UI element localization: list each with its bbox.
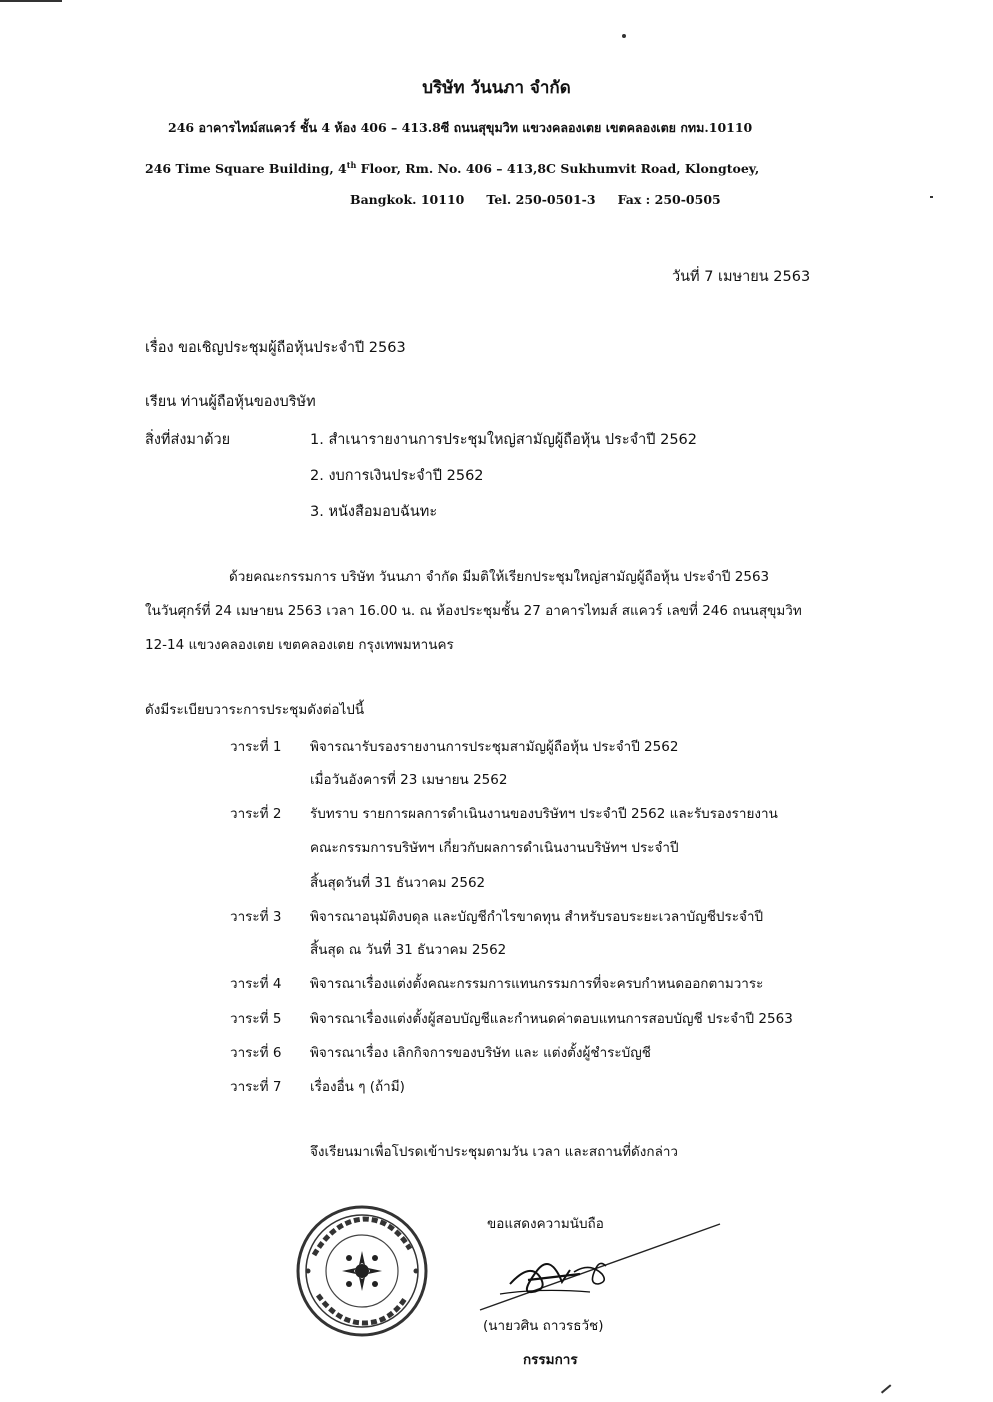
paragraph-line: ด้วยคณะกรรมการ บริษัท วันนภา จำกัด มีมติให้เรียกประชุมใหญ่สามัญผู้ถือหุ้น ประจำปี 2563 [229, 569, 770, 585]
scan-artifact [930, 196, 933, 198]
enclosures-label: สิ่งที่ส่งมาด้วย [145, 432, 231, 448]
paragraph-line: ในวันศุกร์ที่ 24 เมษายน 2563 เวลา 16.00 น. ณ ห้องประชุมชั้น 27 อาคารไทมส์ สแควร์ เลขที่ 246 ถนนสุขุมวิท [145, 603, 802, 619]
signer-name: (นายวศิน ถาวรธวัช) [483, 1318, 604, 1334]
meeting-notice-paragraph [145, 560, 860, 662]
agenda-text: สิ้นสุดวันที่ 31 ธันวาคม 2562 [310, 875, 486, 891]
agenda-text: พิจารณาเรื่องแต่งตั้งผู้สอบบัญชีและกำหนดค่าตอบแทนการสอบบัญชี ประจำปี 2563 [310, 1011, 793, 1027]
agenda-number: วาระที่ 5 [230, 1011, 282, 1027]
enclosure-item: 1. สำเนารายงานการประชุมใหญ่สามัญผู้ถือหุ้น ประจำปี 2562 [310, 432, 697, 448]
address-fax: Fax : 250-0505 [617, 192, 721, 207]
agenda-number: วาระที่ 6 [230, 1045, 282, 1061]
agenda-number: วาระที่ 3 [230, 909, 282, 925]
address-city: Bangkok. 10110 [350, 192, 465, 207]
agenda-number: วาระที่ 2 [230, 806, 282, 822]
address-english-line1: 246 Time Square Building, 4th Floor, Rm. No. 406 – 413,8C Sukhumvit Road, Klongtoey, [145, 160, 760, 177]
agenda-text: พิจารณาอนุมัติงบดุล และบัญชีกำไรขาดทุน สำหรับรอบระยะเวลาบัญชีประจำปี [310, 909, 764, 925]
agenda-number: วาระที่ 7 [230, 1079, 282, 1095]
paragraph-line: 12-14 แขวงคลองเตย เขตคลองเตย กรุงเทพมหานคร [145, 637, 454, 653]
address-tel: Tel. 250-0501-3 [486, 192, 596, 207]
scan-artifact [881, 1384, 891, 1393]
signer-title: กรรมการ [523, 1352, 578, 1368]
agenda-text: พิจารณารับรองรายงานการประชุมสามัญผู้ถือหุ้น ประจำปี 2562 [310, 739, 679, 755]
scan-artifact [0, 0, 62, 2]
agenda-text: พิจารณาเรื่อง เลิกกิจการของบริษัท และ แต่งตั้งผู้ชำระบัญชี [310, 1045, 651, 1061]
signature [470, 1222, 730, 1312]
agenda-text: รับทราบ รายการผลการดำเนินงานของบริษัทฯ ประจำปี 2562 และรับรองรายงาน [310, 806, 778, 822]
scan-artifact [622, 34, 626, 38]
company-seal [294, 1203, 430, 1339]
letter-date: วันที่ 7 เมษายน 2563 [672, 269, 811, 285]
agenda-text: สิ้นสุด ณ วันที่ 31 ธันวาคม 2562 [310, 942, 507, 958]
agenda-intro: ดังมีระเบียบวาระการประชุมดังต่อไปนี้ [145, 702, 365, 718]
agenda-text: เรื่องอื่น ๆ (ถ้ามี) [310, 1079, 405, 1095]
agenda-text: พิจารณาเรื่องแต่งตั้งคณะกรรมการแทนกรรมการที่จะครบกำหนดออกตามวาระ [310, 976, 764, 992]
enclosure-item: 3. หนังสือมอบฉันทะ [310, 504, 438, 520]
recipient-line: เรียน ท่านผู้ถือหุ้นของบริษัท [145, 394, 316, 410]
agenda-number: วาระที่ 4 [230, 976, 282, 992]
enclosure-item: 2. งบการเงินประจำปี 2562 [310, 468, 484, 484]
address-english-line2 [350, 192, 743, 207]
subject-line: เรื่อง ขอเชิญประชุมผู้ถือหุ้นประจำปี 2563 [145, 340, 406, 356]
company-name: บริษัท วันนภา จำกัด [422, 78, 571, 98]
closing-line: จึงเรียนมาเพื่อโปรดเข้าประชุมตามวัน เวลา และสถานที่ดังกล่าว [310, 1144, 679, 1160]
agenda-number: วาระที่ 1 [230, 739, 282, 755]
address-thai: 246 อาคารไทม์สแควร์ ชั้น 4 ห้อง 406 – 413.8ซี ถนนสุขุมวิท แขวงคลองเตย เขตคลองเตย กทม.10110 [168, 120, 753, 135]
agenda-text: คณะกรรมการบริษัทฯ เกี่ยวกับผลการดำเนินงานบริษัทฯ ประจำปี [310, 840, 679, 856]
agenda-text: เมื่อวันอังคารที่ 23 เมษายน 2562 [310, 772, 508, 788]
respect-line: ขอแสดงความนับถือ [487, 1216, 604, 1232]
